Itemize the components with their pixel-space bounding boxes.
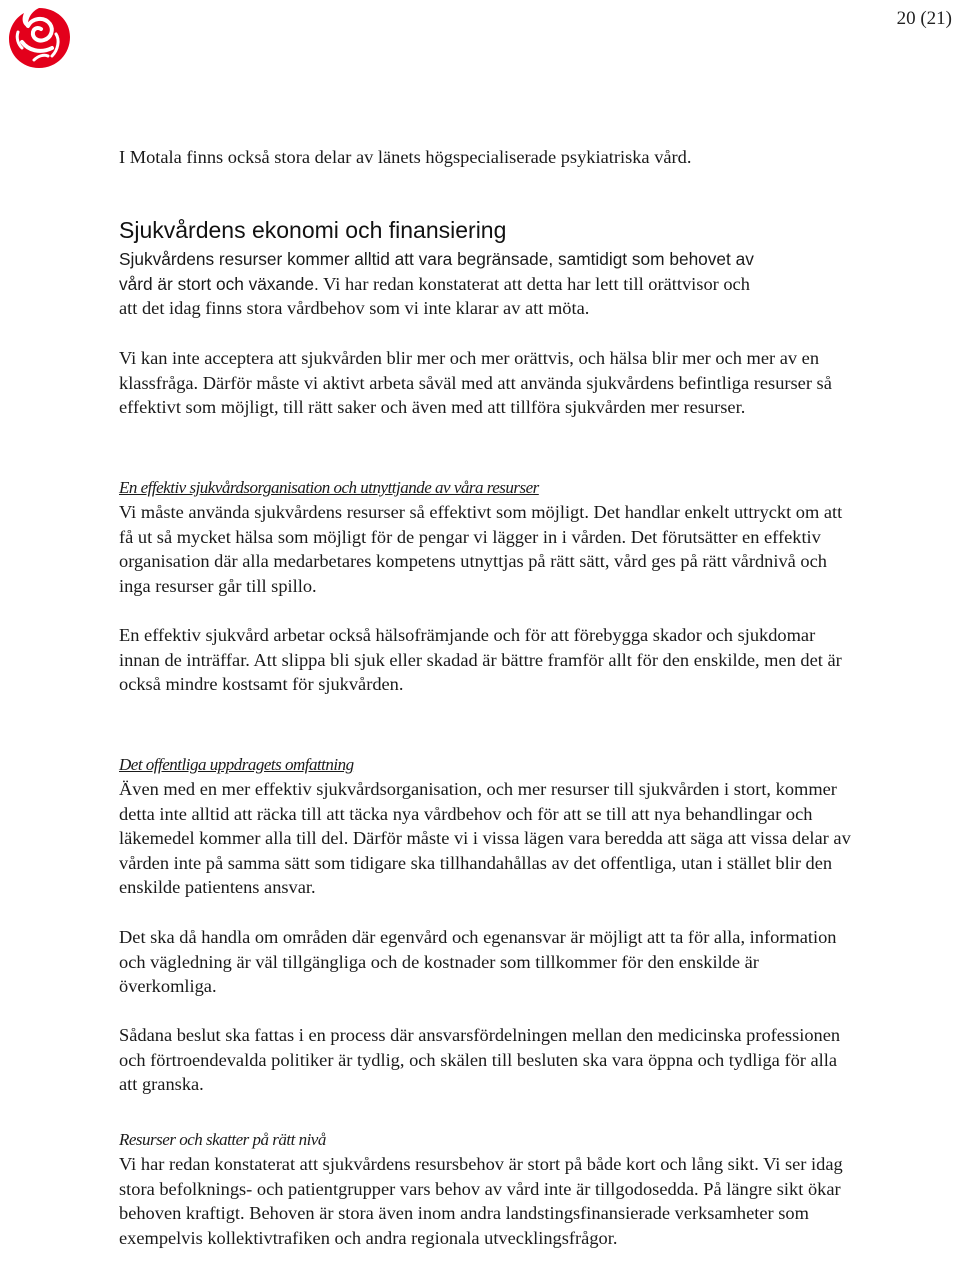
paragraph-efficiency: Vi måste använda sjukvårdens resurser så effektivt som möjligt. Det handlar enkelt uttryckt om att få ut så mycket hälsa som möjligt för de pengar vi lägger in i vården. Det förutsätter en effektiv organisation där alla medarbetares kompetens utnyttjas på rätt sätt, vård ges på rätt vårdnivå och inga resurser går till spillo. xyxy=(119,502,843,596)
paragraph-taxes: Vi har redan konstaterat att sjukvårdens resursbehov är stort på både kort och lång sikt. Vi ser idag stora befolknings- och patientgrupper vars behov av vård inte är tillgodosedda. På längre sikt ökar behoven kraftigt. Behoven är stora även inom andra landstingsfinansierade verksamheter som exempelvis kollektivtrafiken och andra regionala utvecklingsfrågor. xyxy=(119,1154,843,1248)
paragraph-fragment: vård är stort och växande. xyxy=(119,273,319,294)
paragraph-motala: I Motala finns också stora delar av länets högspecialiserade psykiatriska vård. xyxy=(119,147,692,167)
rose-logo-icon xyxy=(4,4,74,74)
paragraph-line: att det idag finns stora vårdbehov som vi inte klarar av att möta. xyxy=(119,298,590,318)
subheading-organisation: En effektiv sjukvårdsorganisation och utnyttjande av våra resurser xyxy=(119,478,539,497)
paragraph-public-mission: Även med en mer effektiv sjukvårdsorganisation, och mer resurser till sjukvården i stort, kommer detta inte alltid att räcka till att täcka nya vårdbehov och för att se till att nya behandlingar och läkemedel kommer alla till del. Därför måste vi i vissa lägen vara beredda att säga att vissa delar av vården inte på samma sätt som tidigare ska tillhandahållas av det offentliga, utan i stället blir den enskilde patientens ansvar. xyxy=(119,779,851,897)
paragraph-injustice: Vi kan inte acceptera att sjukvården blir mer och mer orättvis, och hälsa blir mer och mer av en klassfråga. Därför måste vi aktivt arbeta såväl med att använda sjukvårdens befintliga resurser så effektivt som möjligt, till rätt saker och även med att tillföra sjukvården mer resurser. xyxy=(119,348,832,417)
section-heading: Sjukvårdens ekonomi och finansiering xyxy=(119,217,507,243)
paragraph-line: Sjukvårdens resurser kommer alltid att vara begränsade, samtidigt som behovet av xyxy=(119,249,754,269)
subheading-taxes: Resurser och skatter på rätt nivå xyxy=(119,1130,326,1149)
paragraph-decisions: Sådana beslut ska fattas i en process där ansvarsfördelningen mellan den medicinska professionen och förtroendevalda politiker är tydlig, och skälen till besluten ska vara öppna och tydliga för alla att granska. xyxy=(119,1025,841,1094)
paragraph-fragment: Vi har redan konstaterat att detta har lett till orättvisor och xyxy=(318,273,750,294)
page-number: 20 (21) xyxy=(896,8,952,29)
subheading-public-mission: Det offentliga uppdragets omfattning xyxy=(119,755,354,774)
paragraph-line xyxy=(119,272,859,297)
paragraph-prevention: En effektiv sjukvård arbetar också hälsofrämjande och för att förebygga skador och sjukdomar innan de inträffar. Att slippa bli sjuk eller skadad är bättre framför allt för den enskilde, men det är också mindre kostsamt för sjukvården. xyxy=(119,625,842,694)
paragraph-self-care: Det ska då handla om områden där egenvård och egenansvar är möjligt att ta för alla, information och vägledning är väl tillgängliga och de kostnader som tillkommer för den enskilde är överkomliga. xyxy=(119,927,837,996)
paragraph-resources xyxy=(119,247,859,321)
